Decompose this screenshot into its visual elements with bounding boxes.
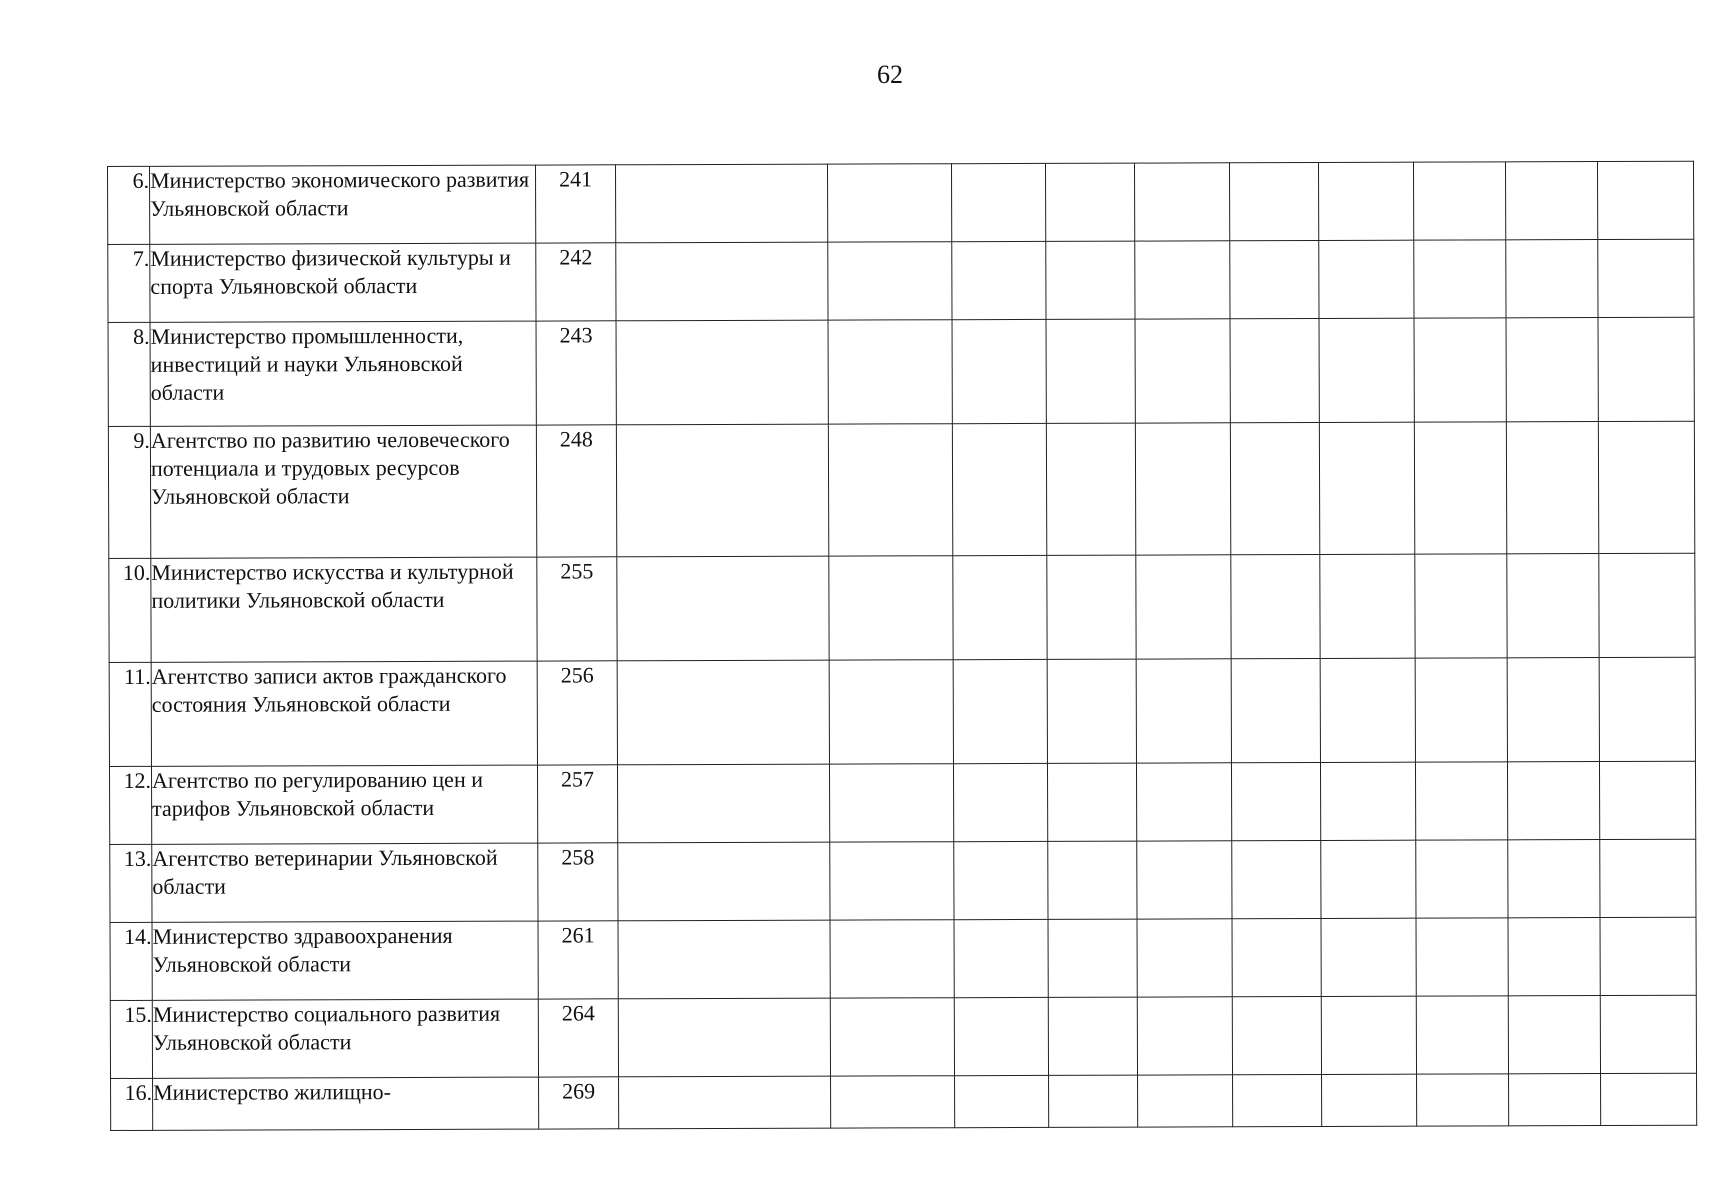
organization-code: 241: [535, 165, 615, 243]
empty-cell: [617, 764, 829, 843]
budget-table: [107, 161, 1697, 1131]
empty-cell: [829, 764, 953, 842]
empty-cell: [618, 920, 830, 999]
empty-cell: [1414, 240, 1506, 318]
empty-cell: [1231, 762, 1320, 840]
empty-cell: [1229, 162, 1318, 240]
empty-cell: [1230, 240, 1319, 318]
row-number: 8.: [108, 322, 150, 426]
table-row: [108, 239, 1694, 322]
empty-cell: [1318, 162, 1413, 240]
empty-cell: [1415, 762, 1507, 840]
empty-cell: [1230, 318, 1319, 422]
empty-cell: [951, 163, 1045, 241]
row-number: 10.: [109, 558, 151, 662]
empty-cell: [615, 164, 827, 243]
table-container: [107, 161, 1696, 1131]
empty-cell: [1320, 762, 1415, 840]
empty-cell: [1416, 918, 1508, 996]
empty-cell: [1047, 555, 1136, 659]
empty-cell: [1508, 840, 1600, 918]
organization-name: Министерство здравоохранения Ульяновской области: [152, 921, 538, 1000]
empty-cell: [1416, 996, 1508, 1074]
empty-cell: [616, 424, 828, 557]
empty-cell: [1319, 240, 1414, 318]
empty-cell: [830, 842, 954, 920]
empty-cell: [1138, 1075, 1233, 1127]
table-row: [109, 553, 1695, 662]
empty-cell: [1413, 162, 1505, 240]
row-number: 9.: [108, 426, 150, 558]
organization-name: Министерство физической культуры и спорта Ульяновской области: [150, 243, 536, 322]
empty-cell: [1232, 840, 1321, 918]
empty-cell: [1045, 163, 1134, 241]
empty-cell: [1320, 658, 1415, 762]
organization-code: 243: [536, 321, 616, 425]
organization-name: Агентство записи актов гражданского состояния Ульяновской области: [151, 661, 537, 766]
organization-code: 242: [536, 243, 616, 321]
row-number: 13.: [110, 844, 152, 922]
empty-cell: [618, 998, 830, 1077]
empty-cell: [1321, 918, 1416, 996]
empty-cell: [1600, 995, 1696, 1073]
empty-cell: [830, 920, 954, 998]
empty-cell: [1136, 555, 1231, 659]
empty-cell: [1415, 554, 1507, 658]
organization-name: Министерство искусства и культурной политики Ульяновской области: [151, 557, 537, 662]
empty-cell: [1136, 659, 1231, 763]
empty-cell: [1507, 554, 1599, 658]
organization-code: 256: [537, 661, 617, 765]
table-row: [109, 761, 1695, 844]
empty-cell: [1135, 319, 1230, 423]
empty-cell: [1321, 996, 1416, 1074]
empty-cell: [954, 841, 1048, 919]
empty-cell: [1136, 763, 1231, 841]
empty-cell: [831, 1076, 955, 1128]
row-number: 11.: [109, 662, 151, 766]
row-number: 7.: [108, 244, 150, 322]
empty-cell: [1416, 840, 1508, 918]
empty-cell: [953, 555, 1047, 659]
table-row: [109, 657, 1695, 766]
organization-code: 258: [538, 843, 618, 921]
table-row: [110, 917, 1696, 1000]
empty-cell: [829, 660, 953, 764]
row-number: 12.: [109, 766, 151, 844]
empty-cell: [953, 763, 1047, 841]
empty-cell: [1046, 319, 1135, 423]
empty-cell: [1506, 422, 1598, 554]
empty-cell: [1600, 917, 1696, 995]
empty-cell: [1046, 423, 1135, 555]
empty-cell: [828, 320, 952, 424]
organization-code: 269: [539, 1077, 619, 1129]
organization-code: 255: [537, 557, 617, 661]
empty-cell: [1048, 841, 1137, 919]
empty-cell: [952, 241, 1046, 319]
empty-cell: [1232, 918, 1321, 996]
organization-code: 264: [538, 999, 618, 1077]
empty-cell: [1319, 422, 1414, 554]
empty-cell: [952, 423, 1046, 555]
table-row: [108, 317, 1694, 426]
organization-name: Агентство по развитию человеческого потенциала и трудовых ресурсов Ульяновской области: [150, 425, 536, 558]
empty-cell: [1601, 1073, 1697, 1125]
organization-name: Агентство ветеринарии Ульяновской области: [152, 843, 538, 922]
empty-cell: [1508, 918, 1600, 996]
organization-name: Министерство экономического развития Ульяновской области: [150, 165, 536, 244]
organization-name: Министерство жилищно-: [153, 1077, 539, 1130]
empty-cell: [1414, 422, 1506, 554]
table-row: [111, 1073, 1697, 1130]
empty-cell: [953, 659, 1047, 763]
empty-cell: [1599, 553, 1695, 657]
empty-cell: [616, 320, 828, 425]
empty-cell: [1322, 1074, 1417, 1126]
empty-cell: [1598, 421, 1694, 553]
row-number: 16.: [111, 1078, 153, 1130]
empty-cell: [1047, 659, 1136, 763]
empty-cell: [954, 919, 1048, 997]
empty-cell: [1506, 318, 1598, 422]
empty-cell: [1600, 839, 1696, 917]
empty-cell: [1137, 997, 1232, 1075]
empty-cell: [1505, 162, 1597, 240]
empty-cell: [1321, 840, 1416, 918]
empty-cell: [955, 1075, 1049, 1127]
empty-cell: [1049, 1075, 1138, 1127]
empty-cell: [619, 1076, 831, 1129]
empty-cell: [1232, 996, 1321, 1074]
empty-cell: [952, 319, 1046, 423]
empty-cell: [827, 164, 951, 242]
empty-cell: [1414, 318, 1506, 422]
empty-cell: [1233, 1074, 1322, 1126]
empty-cell: [1599, 657, 1695, 761]
row-number: 15.: [110, 1000, 152, 1078]
empty-cell: [1597, 161, 1693, 239]
table-row: [110, 995, 1696, 1078]
empty-cell: [618, 842, 830, 921]
empty-cell: [1137, 919, 1232, 997]
empty-cell: [830, 998, 954, 1076]
empty-cell: [1509, 1074, 1601, 1126]
row-number: 6.: [108, 166, 150, 244]
empty-cell: [828, 242, 952, 320]
empty-cell: [1507, 658, 1599, 762]
organization-name: Агентство по регулированию цен и тарифов Ульяновской области: [151, 765, 537, 844]
empty-cell: [1137, 841, 1232, 919]
empty-cell: [1417, 1074, 1509, 1126]
table-row: [108, 421, 1694, 558]
empty-cell: [1320, 554, 1415, 658]
empty-cell: [617, 556, 829, 661]
table-body: [108, 161, 1697, 1130]
empty-cell: [1415, 658, 1507, 762]
empty-cell: [1046, 241, 1135, 319]
organization-code: 257: [537, 765, 617, 843]
empty-cell: [1598, 239, 1694, 317]
organization-code: 248: [536, 425, 616, 557]
organization-code: 261: [538, 921, 618, 999]
empty-cell: [1599, 761, 1695, 839]
empty-cell: [1598, 317, 1694, 421]
empty-cell: [1231, 554, 1320, 658]
empty-cell: [1319, 318, 1414, 422]
empty-cell: [829, 556, 953, 660]
empty-cell: [1135, 423, 1230, 555]
empty-cell: [1507, 762, 1599, 840]
empty-cell: [1047, 763, 1136, 841]
empty-cell: [1135, 241, 1230, 319]
empty-cell: [1048, 997, 1137, 1075]
empty-cell: [828, 424, 952, 556]
empty-cell: [617, 660, 829, 765]
empty-cell: [1230, 422, 1319, 554]
page-number: 62: [877, 60, 903, 89]
table-row: [110, 839, 1696, 922]
empty-cell: [1506, 240, 1598, 318]
organization-name: Министерство промышленности, инвестиций и науки Ульяновской области: [150, 321, 536, 426]
empty-cell: [1508, 996, 1600, 1074]
empty-cell: [1231, 658, 1320, 762]
row-number: 14.: [110, 922, 152, 1000]
empty-cell: [954, 997, 1048, 1075]
empty-cell: [1048, 919, 1137, 997]
empty-cell: [616, 242, 828, 321]
empty-cell: [1134, 163, 1229, 241]
organization-name: Министерство социального развития Ульяновской области: [152, 999, 538, 1078]
table-row: [108, 161, 1694, 244]
